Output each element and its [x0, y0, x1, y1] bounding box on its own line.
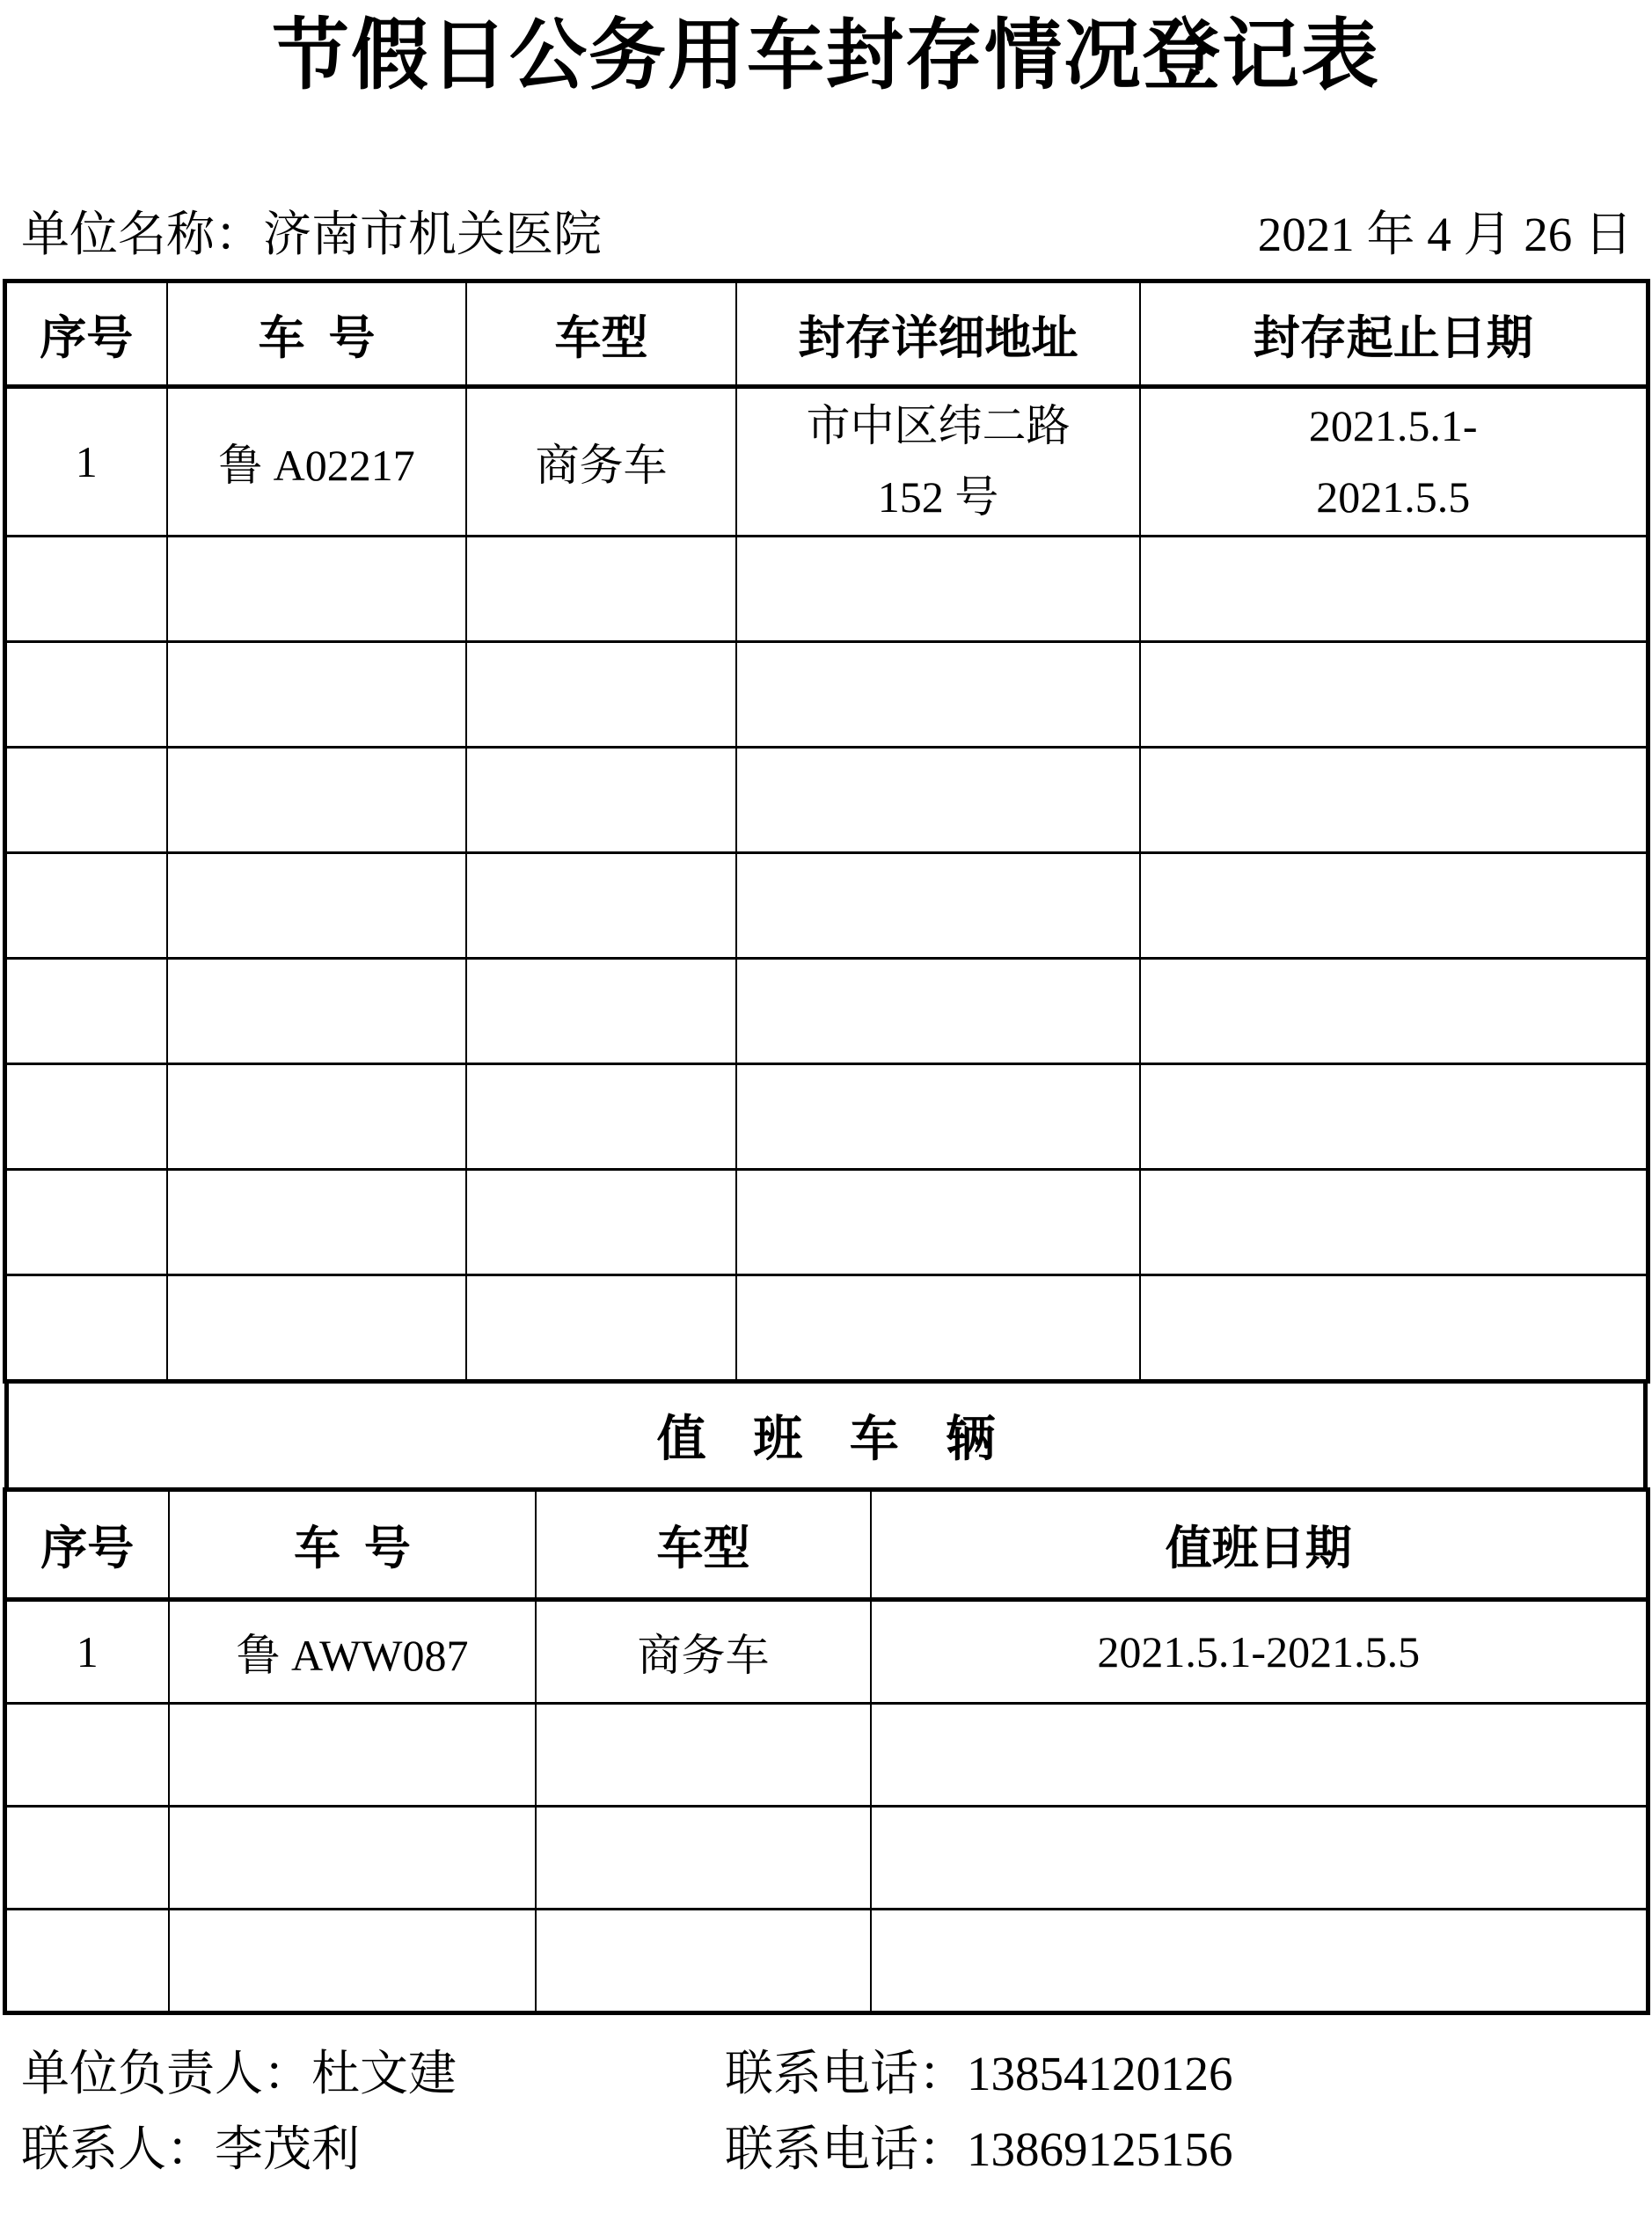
empty-cell	[536, 1910, 871, 2013]
seal-date-line1: 2021.5.1-	[1308, 401, 1478, 451]
empty-cell	[167, 537, 466, 642]
empty-cell	[4, 1064, 167, 1170]
duty-table-row	[4, 1600, 1648, 1704]
seal-address-line1: 市中区纬二路	[806, 401, 1071, 451]
empty-cell	[736, 853, 1140, 959]
seal-date-line2: 2021.5.5	[1316, 472, 1471, 522]
empty-cell	[466, 1275, 736, 1382]
empty-cell	[466, 748, 736, 853]
header-seq: 序号	[4, 1490, 169, 1600]
cell-vehicle-type: 商务车	[536, 1600, 871, 1704]
empty-cell	[1140, 748, 1648, 853]
empty-cell	[736, 642, 1140, 748]
empty-cell	[871, 1910, 1648, 2013]
footer-line-2	[21, 2110, 1633, 2186]
empty-cell	[1140, 537, 1648, 642]
empty-cell	[4, 1170, 167, 1275]
empty-cell	[4, 959, 167, 1064]
empty-cell	[167, 959, 466, 1064]
empty-cell	[1140, 853, 1648, 959]
header-seq: 序号	[4, 281, 167, 387]
cell-duty-date: 2021.5.1-2021.5.5	[871, 1600, 1648, 1704]
empty-cell	[736, 959, 1140, 1064]
duty-table-empty-row	[4, 1704, 1648, 1807]
empty-cell	[871, 1807, 1648, 1910]
sealed-table-header-row	[4, 281, 1648, 387]
sealed-table-row	[4, 387, 1648, 537]
empty-cell	[871, 1704, 1648, 1807]
empty-cell	[736, 1275, 1140, 1382]
sealed-table-empty-row	[4, 537, 1648, 642]
empty-cell	[1140, 959, 1648, 1064]
empty-cell	[466, 642, 736, 748]
empty-cell	[4, 537, 167, 642]
header-vehicle-type: 车型	[466, 281, 736, 387]
empty-cell	[466, 853, 736, 959]
empty-cell	[736, 537, 1140, 642]
footer-line-1	[21, 2034, 1633, 2110]
sealed-table-empty-row	[4, 642, 1648, 748]
contact-phone: 联系电话：13869125156	[725, 2122, 1233, 2177]
empty-cell	[466, 959, 736, 1064]
cell-plate: 鲁 AWW087	[169, 1600, 536, 1704]
unit-name-text: 单位名称：济南市机关医院	[21, 207, 603, 261]
cell-seq: 1	[4, 387, 167, 537]
form-date-text: 2021 年 4 月 26 日	[1257, 207, 1633, 261]
empty-cell	[4, 1910, 169, 2013]
empty-cell	[466, 1064, 736, 1170]
cell-seal-dates	[1140, 387, 1648, 537]
responsible-phone: 联系电话：13854120126	[725, 2047, 1233, 2101]
empty-cell	[536, 1807, 871, 1910]
unit-responsible-person: 单位负责人：杜文建	[21, 2047, 457, 2101]
sealed-table-empty-row	[4, 1064, 1648, 1170]
sealed-table-empty-row	[4, 853, 1648, 959]
empty-cell	[4, 853, 167, 959]
cell-seq: 1	[4, 1600, 169, 1704]
empty-cell	[167, 642, 466, 748]
cell-vehicle-type: 商务车	[466, 387, 736, 537]
empty-cell	[167, 748, 466, 853]
empty-cell	[4, 1807, 169, 1910]
empty-cell	[466, 537, 736, 642]
empty-cell	[1140, 1170, 1648, 1275]
header-vehicle-type: 车型	[536, 1490, 871, 1600]
empty-cell	[466, 1170, 736, 1275]
duty-table-empty-row	[4, 1807, 1648, 1910]
empty-cell	[1140, 1064, 1648, 1170]
empty-cell	[736, 748, 1140, 853]
page-title: 节假日公务用车封存情况登记表	[271, 11, 1380, 99]
empty-cell	[1140, 1275, 1648, 1382]
header-plate: 车 号	[169, 1490, 536, 1600]
contact-person: 联系人：李茂利	[21, 2122, 361, 2177]
empty-cell	[1140, 642, 1648, 748]
empty-cell	[167, 853, 466, 959]
empty-cell	[167, 1170, 466, 1275]
sealed-vehicles-table	[3, 279, 1650, 1384]
header-seal-address: 封存详细地址	[736, 281, 1140, 387]
header-seal-dates: 封存起止日期	[1140, 281, 1648, 387]
sealed-table-empty-row	[4, 1275, 1648, 1382]
empty-cell	[736, 1064, 1140, 1170]
empty-cell	[167, 1275, 466, 1382]
empty-cell	[169, 1704, 536, 1807]
cell-plate: 鲁 A02217	[167, 387, 466, 537]
empty-cell	[169, 1910, 536, 2013]
empty-cell	[167, 1064, 466, 1170]
empty-cell	[736, 1170, 1140, 1275]
header-plate: 车 号	[167, 281, 466, 387]
empty-cell	[4, 1275, 167, 1382]
duty-table-empty-row	[4, 1910, 1648, 2013]
empty-cell	[4, 748, 167, 853]
duty-vehicles-table	[3, 1487, 1650, 2015]
duty-table-header-row	[4, 1490, 1648, 1600]
footer	[21, 2034, 1633, 2186]
empty-cell	[4, 642, 167, 748]
sealed-table-empty-row	[4, 748, 1648, 853]
sealed-table-empty-row	[4, 1170, 1648, 1275]
empty-cell	[4, 1704, 169, 1807]
seal-address-line2: 152 号	[877, 472, 999, 522]
header-duty-date: 值班日期	[871, 1490, 1648, 1600]
info-row	[21, 208, 1633, 262]
cell-seal-address	[736, 387, 1140, 537]
sealed-table-empty-row	[4, 959, 1648, 1064]
empty-cell	[536, 1704, 871, 1807]
empty-cell	[169, 1807, 536, 1910]
duty-vehicles-banner: 值 班 车 辆	[4, 1384, 1648, 1487]
